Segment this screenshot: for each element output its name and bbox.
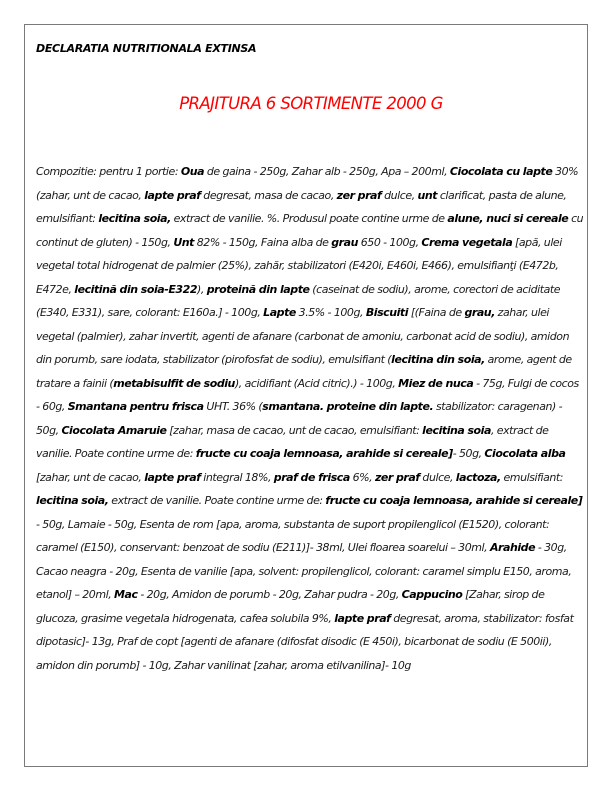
composition-text: , extract de vanilie. Poate contine urme de: <box>36 423 549 460</box>
composition-text: [zahar, unt de cacao, <box>36 470 145 484</box>
composition-text: integral 18%, <box>200 470 274 484</box>
ingredient-highlight: Ciocolata cu lapte <box>449 165 553 178</box>
ingredient-highlight: lecitina soia <box>422 423 491 437</box>
ingredient-highlight: Cappucino <box>401 588 463 601</box>
ingredient-highlight: smantana. proteine din lapte. <box>262 400 434 413</box>
ingredient-highlight: grau, <box>464 306 495 319</box>
ingredient-highlight: grau <box>331 235 358 249</box>
composition-text: [Zahar, sirop de glucoza, grasime vegetala hidrogenata, cafea solubila 9%, <box>36 588 545 625</box>
ingredient-highlight: Unt <box>173 235 194 249</box>
composition-text: 650 - 100g, <box>357 235 422 249</box>
composition-paragraph <box>36 160 584 677</box>
composition-text: degresat, masa de cacao, <box>200 188 337 202</box>
composition-text: dulce, <box>381 188 418 202</box>
composition-text: extract de vanilie. %. Produsul poate contine urme de <box>170 212 448 225</box>
composition-text: UHT. 36% ( <box>203 400 263 413</box>
composition-text: de gaina - 250g, Zahar alb - 250g, Apa – 200ml, <box>204 165 450 178</box>
ingredient-highlight: lecitina din soia, <box>391 353 485 366</box>
composition-text: clarificat, pasta de alune, emulsifiant: <box>36 188 567 225</box>
ingredient-highlight: zer praf <box>336 188 382 202</box>
composition-text: dulce, <box>419 470 456 484</box>
composition-text: - 50g, <box>452 447 485 460</box>
composition-text: ), acidifiant (Acid citric).) - 100g, <box>234 376 399 390</box>
product-title: PRAJITURA 6 SORTIMENTE 2000 G <box>179 94 443 113</box>
composition-text: arome, agent de tratare a fainii ( <box>36 353 572 390</box>
ingredient-highlight: Miez de nuca <box>398 376 474 390</box>
composition-text: emulsifiant: <box>500 470 564 484</box>
ingredient-highlight: lapte praf <box>144 188 201 202</box>
ingredient-highlight: Oua <box>180 165 205 178</box>
composition-text: stabilizator: caragenan) - 50g, <box>36 400 563 437</box>
ingredient-highlight: proteină din lapte <box>206 282 310 296</box>
composition-text: degresat, aroma, stabilizator: fosfat dipotasic]- 13g, Praf de copt [agenti de afanare (difosfat disodic (E 450i), bicarbonat de sodiu (E 500ii), amidon din porumb] - 10g, Zahar vanilinat [zahar, aroma etilvanilina]- 10g <box>36 611 574 672</box>
ingredient-highlight: fructe cu coaja lemnoasa, arahide si cereale] <box>325 494 583 507</box>
ingredient-highlight: Lapte <box>263 306 296 319</box>
composition-text: - 30g, Cacao neagra - 20g, Esenta de vanilie [apa, solvent: propilenglicol, colorant: caramel simplu E150, aroma, etanol] – 20ml, <box>36 541 572 601</box>
ingredient-highlight: Ciocolata alba <box>484 447 566 460</box>
ingredient-highlight: lactoza, <box>455 470 501 484</box>
ingredient-highlight: zer praf <box>374 470 420 484</box>
ingredient-highlight: Mac <box>114 588 138 601</box>
composition-text: [zahar, masa de cacao, unt de cacao, emulsifiant: <box>166 423 423 437</box>
ingredient-highlight: Crema vegetala <box>421 235 513 249</box>
ingredient-highlight: lecitina soia, <box>36 494 109 507</box>
composition-text: [apă, ulei vegetal total hidrogenat de palmier (25%), zahăr, stabilizatori (E420i, E460i, E466), emulsifianţi (E472b, E472e, <box>36 235 562 296</box>
composition-text: - 50g, Lamaie - 50g, Esenta de rom [apa, aroma, substanta de suport propilenglicol (E1520), colorant: caramel (E150), conservant: benzoat de sodiu (E211)]- 38ml, Ulei floarea soarelui – 30ml, <box>36 517 550 554</box>
composition-text: cu continut de gluten) - 150g, <box>36 212 584 249</box>
composition-text: [(Faina de <box>408 306 465 319</box>
composition-text: Compozitie: pentru 1 portie: <box>36 165 181 178</box>
ingredient-highlight: Ciocolata Amaruie <box>61 423 167 437</box>
composition-text: 30% (zahar, unt de cacao, <box>36 165 579 202</box>
ingredient-highlight: Biscuiti <box>365 306 409 319</box>
ingredient-highlight: alune, nuci si cereale <box>447 212 569 225</box>
ingredient-highlight: lapte praf <box>144 470 201 484</box>
ingredient-highlight: fructe cu coaja lemnoasa, arahide si cereale] <box>195 447 453 460</box>
composition-text: - 20g, Amidon de porumb - 20g, Zahar pudra - 20g, <box>137 588 402 601</box>
composition-text: extract de vanilie. Poate contine urme de: <box>108 494 326 507</box>
composition-text: ), <box>197 282 207 296</box>
ingredient-highlight: metabisulfit de sodiu <box>113 376 235 390</box>
composition-text: 3.5% - 100g, <box>295 306 366 319</box>
composition-text: (caseinat de sodiu), arome, corectori de aciditate (E340, E331), sare, colorant: E160a.] - 100g, <box>36 282 561 319</box>
ingredient-highlight: lecitină din soia-E322 <box>74 282 198 296</box>
ingredient-highlight: Arahide <box>489 541 536 554</box>
composition-text: 82% - 150g, Faina alba de <box>193 235 332 249</box>
composition-text: zahar, ulei vegetal (palmier), zahar invertit, agenti de afanare (carbonat de amoniu, carbonat acid de sodiu), amidon din porumb, sare iodata, stabilizator (pirofosfat de sodiu), emulsifiant ( <box>36 306 570 366</box>
ingredient-highlight: unt <box>417 188 438 202</box>
ingredient-highlight: lecitina soia, <box>98 212 171 225</box>
ingredient-highlight: lapte praf <box>334 611 391 625</box>
composition-text: 6%, <box>349 470 375 484</box>
document-heading: DECLARATIA NUTRITIONALA EXTINSA <box>36 42 257 55</box>
composition-text: - 75g, Fulgi de cocos - 60g, <box>36 376 579 413</box>
ingredient-highlight: praf de frisca <box>273 470 350 484</box>
ingredient-highlight: Smantana pentru frisca <box>67 400 204 413</box>
